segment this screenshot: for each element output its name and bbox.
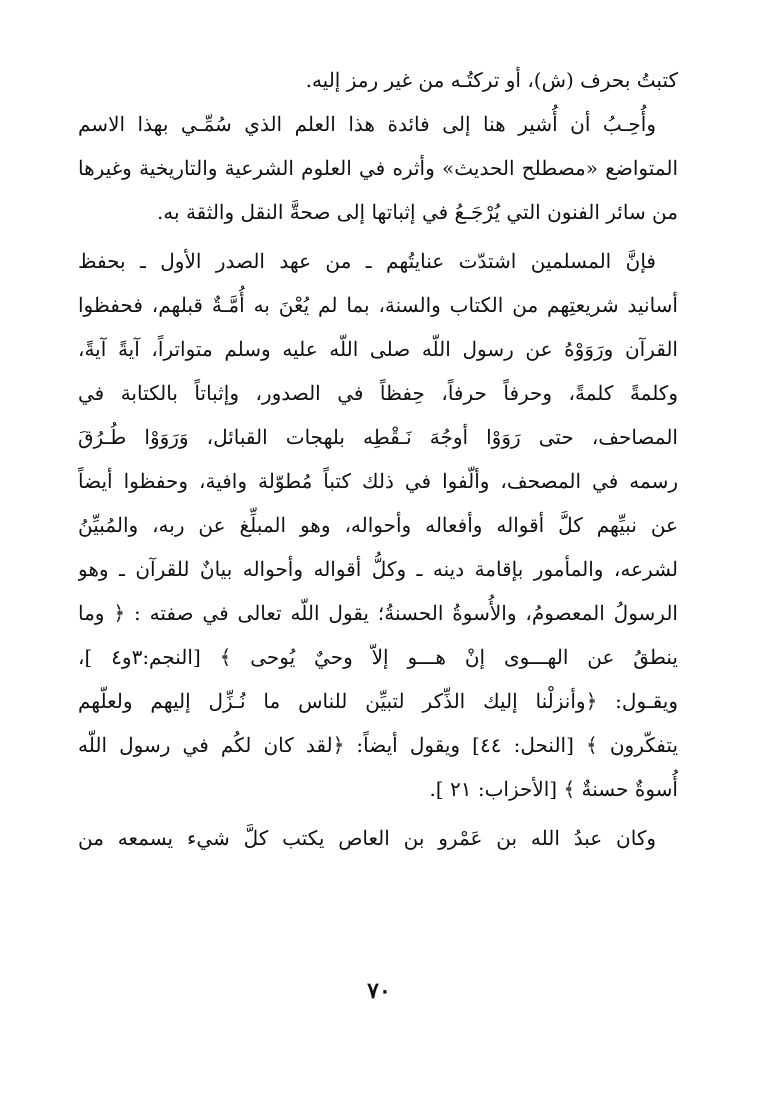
text-line: أسانيد شريعتِهم من الكتاب والسنة، بما لم يُعْنَ به أُمَّـةٌ قبلهم، فحفظوا (78, 293, 678, 317)
text-line: المتواضع «مصطلح الحديث» وأثره في العلوم الشرعية والتاريخية وغيرها (78, 156, 678, 180)
text-line: فإنَّ المسلمين اشتدّت عنايتُهم ـ من عهد الصدر الأول ـ بحفظ (78, 249, 656, 273)
text-line: من سائر الفنون التي يُرْجَـعُ في إثباتها إلى صحةَّ النقل والثقة به. (156, 200, 678, 224)
text-line: وكان عبدُ الله بن عَمْرو بن العاص يكتب كلَّ شيء يسمعه من (78, 826, 656, 850)
text-line: أُسوةٌ حسنةٌ ﴾ [الأحزاب: ٢١ ]. (429, 777, 678, 801)
text-line: القرآن ورَوَوْهُ عن رسول اللّه صلى اللّه عليه وسلم متواتراً، آيةً آيةً، (78, 337, 678, 361)
page-number: ٧٠ (367, 978, 391, 1004)
text-line: وأُحِـبُ أن أُشير هنا إلى فائدة هذا العلم الذي سُمِّـي بهذا الاسم (78, 112, 656, 136)
text-line: رسمه في المصحف، وألّفوا في ذلك كتباً مُطوّلة وافية، وحفظوا أيضاً (78, 469, 678, 493)
text-line: ويقـول: ﴿وأنزلْنا إليك الذِّكر لتبيِّن للناس ما نُـزِّل إليهم ولعلّهم (78, 689, 678, 713)
text-line: عن نبيِّهم كلَّ أقواله وأفعاله وأحواله، وهو المبلِّغ عن ربه، والمُبيِّنُ (78, 513, 678, 537)
text-line: كتبتُ بحرف (ش)، أو تركتُـه من غير رمز إليه. (305, 68, 678, 92)
text-line: لشرعه، والمأمور بإقامة دينه ـ وكلُّ أقواله وأحواله بيانٌ للقرآن ـ وهو (78, 557, 678, 581)
text-line: يتفكّرون ﴾ [النحل: ٤٤] ويقول أيضاً: ﴿لقد كان لكُم في رسول اللّه (78, 733, 678, 757)
text-line: وكلمةً كلمةً، وحرفاً حرفاً، حِفظاً في الصدور، وإثباتاً بالكتابة في (78, 381, 678, 405)
text-line: ينطقُ عن الهـــوى إنْ هـــو إلاّ وحيٌ يُوحى ﴾ [النجم:٣و٤ ]، (78, 645, 678, 669)
text-line: الرسولُ المعصومُ، والأُسوةُ الحسنةُ؛ يقول اللّه تعالى في صفته : ﴿ وما (78, 601, 678, 625)
text-line: المصاحف، حتى رَوَوْا أوجُهَ نَـقْطِه بلهجات القبائل، وَرَوَوْا طُـرُقَ (78, 425, 678, 449)
